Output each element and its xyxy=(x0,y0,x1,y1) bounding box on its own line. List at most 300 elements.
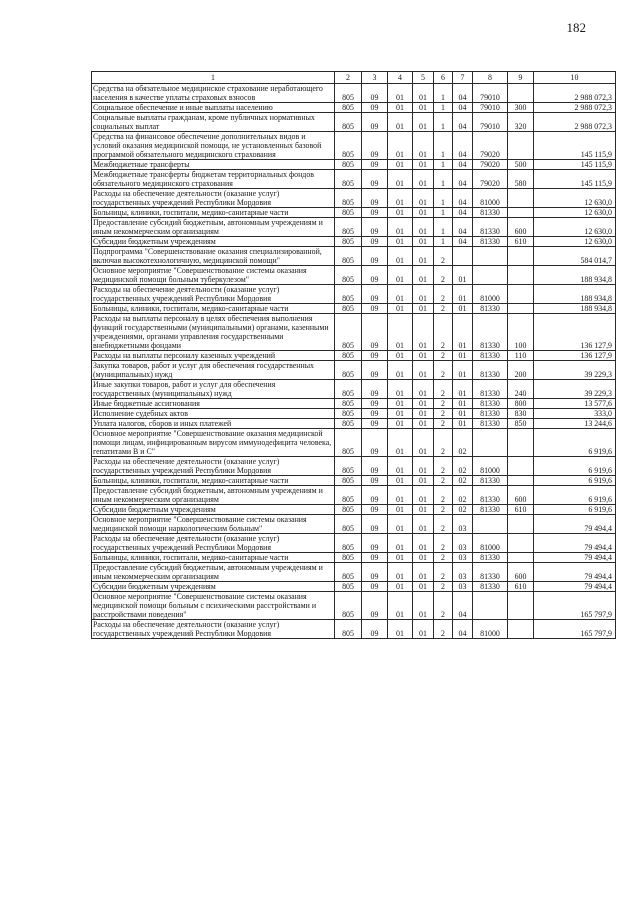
row-name-cell: Расходы на обеспечение деятельности (оказание услуг) государственных учреждений Республики Мордовия xyxy=(92,534,335,553)
program-code-cell: 01 xyxy=(413,208,434,218)
table-row xyxy=(92,515,616,534)
table-row xyxy=(92,218,616,237)
event-code-cell: 01 xyxy=(453,409,473,419)
gov-code-cell: 805 xyxy=(335,419,362,429)
section-code-cell: 09 xyxy=(362,582,388,592)
gov-code-cell: 805 xyxy=(335,409,362,419)
expense-type-code-cell: 830 xyxy=(508,409,534,419)
column-header: 3 xyxy=(362,72,388,84)
table-row xyxy=(92,563,616,582)
table-row xyxy=(92,592,616,620)
table-row xyxy=(92,457,616,476)
subsection-code-cell: 01 xyxy=(388,380,413,399)
table-row xyxy=(92,429,616,457)
amount-cell: 2 988 072,3 xyxy=(534,84,616,103)
table-row xyxy=(92,266,616,285)
gov-code-cell: 805 xyxy=(335,247,362,266)
direction-code-cell xyxy=(473,247,508,266)
row-name-cell: Субсидии бюджетным учреждениям xyxy=(92,582,335,592)
gov-code-cell: 805 xyxy=(335,103,362,113)
event-code-cell: 02 xyxy=(453,505,473,515)
subsection-code-cell: 01 xyxy=(388,84,413,103)
subsection-code-cell: 01 xyxy=(388,553,413,563)
direction-code-cell xyxy=(473,592,508,620)
direction-code-cell: 81330 xyxy=(473,237,508,247)
section-code-cell: 09 xyxy=(362,592,388,620)
subprogram-code-cell: 2 xyxy=(434,476,453,486)
expense-type-code-cell: 320 xyxy=(508,113,534,132)
program-code-cell: 01 xyxy=(413,266,434,285)
section-code-cell: 09 xyxy=(362,247,388,266)
direction-code-cell: 81000 xyxy=(473,457,508,476)
column-header: 7 xyxy=(453,72,473,84)
gov-code-cell: 805 xyxy=(335,304,362,314)
row-name-cell: Основное мероприятие "Совершенствование системы оказания медицинской помощи наркологическим больным" xyxy=(92,515,335,534)
program-code-cell: 01 xyxy=(413,170,434,189)
direction-code-cell: 81330 xyxy=(473,314,508,351)
event-code-cell: 04 xyxy=(453,132,473,160)
subsection-code-cell: 01 xyxy=(388,534,413,553)
subprogram-code-cell: 2 xyxy=(434,553,453,563)
program-code-cell: 01 xyxy=(413,399,434,409)
direction-code-cell: 81330 xyxy=(473,351,508,361)
event-code-cell: 01 xyxy=(453,351,473,361)
expense-type-code-cell xyxy=(508,84,534,103)
event-code-cell: 04 xyxy=(453,208,473,218)
section-code-cell: 09 xyxy=(362,103,388,113)
gov-code-cell: 805 xyxy=(335,285,362,304)
gov-code-cell: 805 xyxy=(335,553,362,563)
section-code-cell: 09 xyxy=(362,237,388,247)
column-header: 8 xyxy=(473,72,508,84)
subprogram-code-cell: 2 xyxy=(434,620,453,639)
expense-type-code-cell: 300 xyxy=(508,103,534,113)
direction-code-cell: 79010 xyxy=(473,84,508,103)
budget-table xyxy=(91,71,616,639)
row-name-cell: Расходы на обеспечение деятельности (оказание услуг) государственных учреждений Республики Мордовия xyxy=(92,285,335,304)
program-code-cell: 01 xyxy=(413,486,434,505)
section-code-cell: 09 xyxy=(362,160,388,170)
subsection-code-cell: 01 xyxy=(388,476,413,486)
section-code-cell: 09 xyxy=(362,534,388,553)
row-name-cell: Основное мероприятие "Совершенствование системы оказания медицинской помощи больным с психическими расстройствами и расстройствами поведения" xyxy=(92,592,335,620)
table-row xyxy=(92,553,616,563)
amount-cell: 165 797,9 xyxy=(534,592,616,620)
event-code-cell: 04 xyxy=(453,592,473,620)
event-code-cell: 04 xyxy=(453,189,473,208)
row-name-cell: Социальное обеспечение и иные выплаты населению xyxy=(92,103,335,113)
table-body xyxy=(92,84,616,639)
amount-cell: 6 919,6 xyxy=(534,457,616,476)
table-row xyxy=(92,351,616,361)
amount-cell: 145 115,9 xyxy=(534,170,616,189)
direction-code-cell xyxy=(473,266,508,285)
event-code-cell: 04 xyxy=(453,237,473,247)
expense-type-code-cell: 100 xyxy=(508,314,534,351)
expense-type-code-cell: 850 xyxy=(508,419,534,429)
gov-code-cell: 805 xyxy=(335,314,362,351)
program-code-cell: 01 xyxy=(413,304,434,314)
gov-code-cell: 805 xyxy=(335,208,362,218)
section-code-cell: 09 xyxy=(362,113,388,132)
gov-code-cell: 805 xyxy=(335,582,362,592)
row-name-cell: Закупка товаров, работ и услуг для обеспечения государственных (муниципальных) нужд xyxy=(92,361,335,380)
subprogram-code-cell: 2 xyxy=(434,534,453,553)
subsection-code-cell: 01 xyxy=(388,237,413,247)
event-code-cell: 03 xyxy=(453,553,473,563)
amount-cell: 6 919,6 xyxy=(534,429,616,457)
expense-type-code-cell: 610 xyxy=(508,582,534,592)
expense-type-code-cell xyxy=(508,189,534,208)
expense-type-code-cell xyxy=(508,553,534,563)
event-code-cell: 03 xyxy=(453,563,473,582)
section-code-cell: 09 xyxy=(362,476,388,486)
expense-type-code-cell xyxy=(508,266,534,285)
direction-code-cell: 81330 xyxy=(473,361,508,380)
subsection-code-cell: 01 xyxy=(388,218,413,237)
amount-cell: 12 630,0 xyxy=(534,218,616,237)
direction-code-cell: 81000 xyxy=(473,534,508,553)
gov-code-cell: 805 xyxy=(335,486,362,505)
event-code-cell: 01 xyxy=(453,419,473,429)
column-header: 5 xyxy=(413,72,434,84)
row-name-cell: Расходы на выплаты персоналу казенных учреждений xyxy=(92,351,335,361)
program-code-cell: 01 xyxy=(413,582,434,592)
gov-code-cell: 805 xyxy=(335,505,362,515)
section-code-cell: 09 xyxy=(362,505,388,515)
header-row xyxy=(92,72,616,84)
table-row xyxy=(92,582,616,592)
column-header: 6 xyxy=(434,72,453,84)
subsection-code-cell: 01 xyxy=(388,505,413,515)
row-name-cell: Исполнение судебных актов xyxy=(92,409,335,419)
program-code-cell: 01 xyxy=(413,132,434,160)
direction-code-cell xyxy=(473,515,508,534)
row-name-cell: Иные бюджетные ассигнования xyxy=(92,399,335,409)
row-name-cell: Подпрограмма "Совершенствование оказания специализированной, включая высокотехнологичную, медицинской помощи" xyxy=(92,247,335,266)
subprogram-code-cell: 1 xyxy=(434,103,453,113)
amount-cell: 12 630,0 xyxy=(534,189,616,208)
section-code-cell: 09 xyxy=(362,218,388,237)
row-name-cell: Больницы, клиники, госпитали, медико-санитарные части xyxy=(92,476,335,486)
row-name-cell: Расходы на выплаты персоналу в целях обеспечения выполнения функций государственными (муниципальными) органами, казенными учреждениями, органами управления государственными внебюджетными фондами xyxy=(92,314,335,351)
expense-type-code-cell: 600 xyxy=(508,486,534,505)
column-header: 1 xyxy=(92,72,335,84)
subprogram-code-cell: 2 xyxy=(434,505,453,515)
direction-code-cell: 81330 xyxy=(473,218,508,237)
subprogram-code-cell: 2 xyxy=(434,399,453,409)
subprogram-code-cell: 2 xyxy=(434,285,453,304)
program-code-cell: 01 xyxy=(413,103,434,113)
subsection-code-cell: 01 xyxy=(388,132,413,160)
subprogram-code-cell: 1 xyxy=(434,160,453,170)
expense-type-code-cell xyxy=(508,476,534,486)
amount-cell: 333,0 xyxy=(534,409,616,419)
direction-code-cell: 79020 xyxy=(473,132,508,160)
direction-code-cell: 81330 xyxy=(473,553,508,563)
page-number: 182 xyxy=(566,20,586,35)
table-row xyxy=(92,237,616,247)
section-code-cell: 09 xyxy=(362,84,388,103)
gov-code-cell: 805 xyxy=(335,113,362,132)
table-row xyxy=(92,132,616,160)
program-code-cell: 01 xyxy=(413,457,434,476)
program-code-cell: 01 xyxy=(413,592,434,620)
section-code-cell: 09 xyxy=(362,361,388,380)
gov-code-cell: 805 xyxy=(335,476,362,486)
gov-code-cell: 805 xyxy=(335,237,362,247)
section-code-cell: 09 xyxy=(362,399,388,409)
subprogram-code-cell: 1 xyxy=(434,84,453,103)
table-row xyxy=(92,505,616,515)
program-code-cell: 01 xyxy=(413,285,434,304)
table-row xyxy=(92,476,616,486)
event-code-cell: 02 xyxy=(453,429,473,457)
subprogram-code-cell: 2 xyxy=(434,592,453,620)
table-row xyxy=(92,620,616,639)
direction-code-cell: 81330 xyxy=(473,409,508,419)
program-code-cell: 01 xyxy=(413,534,434,553)
expense-type-code-cell: 110 xyxy=(508,351,534,361)
table-row xyxy=(92,361,616,380)
subsection-code-cell: 01 xyxy=(388,208,413,218)
column-header: 9 xyxy=(508,72,534,84)
direction-code-cell: 79010 xyxy=(473,103,508,113)
gov-code-cell: 805 xyxy=(335,515,362,534)
subsection-code-cell: 01 xyxy=(388,620,413,639)
row-name-cell: Предоставление субсидий бюджетным, автономным учреждениям и иным некоммерческим организациям xyxy=(92,218,335,237)
row-name-cell: Межбюджетные трансферты бюджетам территориальных фондов обязательного медицинского страхования xyxy=(92,170,335,189)
program-code-cell: 01 xyxy=(413,351,434,361)
subprogram-code-cell: 2 xyxy=(434,409,453,419)
section-code-cell: 09 xyxy=(362,553,388,563)
row-name-cell: Субсидии бюджетным учреждениям xyxy=(92,237,335,247)
amount-cell: 79 494,4 xyxy=(534,563,616,582)
gov-code-cell: 805 xyxy=(335,380,362,399)
program-code-cell: 01 xyxy=(413,429,434,457)
column-header: 2 xyxy=(335,72,362,84)
event-code-cell: 04 xyxy=(453,84,473,103)
direction-code-cell: 81330 xyxy=(473,563,508,582)
section-code-cell: 09 xyxy=(362,429,388,457)
amount-cell: 136 127,9 xyxy=(534,351,616,361)
row-name-cell: Предоставление субсидий бюджетным, автономным учреждениям и иным некоммерческим организациям xyxy=(92,563,335,582)
table-row xyxy=(92,247,616,266)
event-code-cell: 04 xyxy=(453,103,473,113)
expense-type-code-cell xyxy=(508,515,534,534)
subprogram-code-cell: 2 xyxy=(434,429,453,457)
subsection-code-cell: 01 xyxy=(388,486,413,505)
direction-code-cell: 81330 xyxy=(473,505,508,515)
amount-cell: 79 494,4 xyxy=(534,534,616,553)
subprogram-code-cell: 2 xyxy=(434,266,453,285)
direction-code-cell: 81330 xyxy=(473,476,508,486)
program-code-cell: 01 xyxy=(413,553,434,563)
column-header: 4 xyxy=(388,72,413,84)
subprogram-code-cell: 2 xyxy=(434,247,453,266)
event-code-cell: 03 xyxy=(453,534,473,553)
subprogram-code-cell: 2 xyxy=(434,515,453,534)
expense-type-code-cell xyxy=(508,285,534,304)
section-code-cell: 09 xyxy=(362,515,388,534)
table-row xyxy=(92,170,616,189)
amount-cell: 79 494,4 xyxy=(534,582,616,592)
row-name-cell: Межбюджетные трансферты xyxy=(92,160,335,170)
amount-cell: 145 115,9 xyxy=(534,132,616,160)
amount-cell: 584 014,7 xyxy=(534,247,616,266)
subprogram-code-cell: 1 xyxy=(434,218,453,237)
program-code-cell: 01 xyxy=(413,515,434,534)
expense-type-code-cell: 610 xyxy=(508,237,534,247)
subprogram-code-cell: 2 xyxy=(434,380,453,399)
event-code-cell: 01 xyxy=(453,266,473,285)
direction-code-cell: 81000 xyxy=(473,189,508,208)
event-code-cell: 03 xyxy=(453,582,473,592)
expense-type-code-cell xyxy=(508,457,534,476)
section-code-cell: 09 xyxy=(362,457,388,476)
program-code-cell: 01 xyxy=(413,218,434,237)
section-code-cell: 09 xyxy=(362,351,388,361)
row-name-cell: Предоставление субсидий бюджетным, автономным учреждениям и иным некоммерческим организациям xyxy=(92,486,335,505)
expense-type-code-cell: 200 xyxy=(508,361,534,380)
program-code-cell: 01 xyxy=(413,620,434,639)
gov-code-cell: 805 xyxy=(335,620,362,639)
amount-cell: 188 934,8 xyxy=(534,266,616,285)
gov-code-cell: 805 xyxy=(335,132,362,160)
subsection-code-cell: 01 xyxy=(388,429,413,457)
table-row xyxy=(92,103,616,113)
direction-code-cell: 79020 xyxy=(473,160,508,170)
section-code-cell: 09 xyxy=(362,266,388,285)
event-code-cell: 04 xyxy=(453,218,473,237)
table-row xyxy=(92,409,616,419)
event-code-cell: 01 xyxy=(453,399,473,409)
amount-cell: 188 934,8 xyxy=(534,285,616,304)
subprogram-code-cell: 2 xyxy=(434,304,453,314)
direction-code-cell: 81000 xyxy=(473,620,508,639)
row-name-cell: Средства на обязательное медицинское страхование неработающего населения в качестве уплаты страховых взносов xyxy=(92,84,335,103)
amount-cell: 79 494,4 xyxy=(534,553,616,563)
subsection-code-cell: 01 xyxy=(388,247,413,266)
table-row xyxy=(92,314,616,351)
section-code-cell: 09 xyxy=(362,304,388,314)
event-code-cell: 01 xyxy=(453,285,473,304)
subprogram-code-cell: 2 xyxy=(434,457,453,476)
subsection-code-cell: 01 xyxy=(388,592,413,620)
gov-code-cell: 805 xyxy=(335,534,362,553)
amount-cell: 188 934,8 xyxy=(534,304,616,314)
subsection-code-cell: 01 xyxy=(388,170,413,189)
event-code-cell: 02 xyxy=(453,457,473,476)
expense-type-code-cell: 600 xyxy=(508,563,534,582)
direction-code-cell: 81330 xyxy=(473,208,508,218)
amount-cell: 6 919,6 xyxy=(534,486,616,505)
program-code-cell: 01 xyxy=(413,409,434,419)
gov-code-cell: 805 xyxy=(335,592,362,620)
direction-code-cell: 81330 xyxy=(473,304,508,314)
program-code-cell: 01 xyxy=(413,476,434,486)
program-code-cell: 01 xyxy=(413,113,434,132)
event-code-cell: 02 xyxy=(453,486,473,505)
amount-cell: 2 988 072,3 xyxy=(534,113,616,132)
subsection-code-cell: 01 xyxy=(388,160,413,170)
event-code-cell: 01 xyxy=(453,304,473,314)
subprogram-code-cell: 1 xyxy=(434,170,453,189)
amount-cell: 12 630,0 xyxy=(534,237,616,247)
row-name-cell: Больницы, клиники, госпитали, медико-санитарные части xyxy=(92,304,335,314)
event-code-cell: 03 xyxy=(453,515,473,534)
subprogram-code-cell: 1 xyxy=(434,237,453,247)
section-code-cell: 09 xyxy=(362,486,388,505)
subsection-code-cell: 01 xyxy=(388,266,413,285)
table-row xyxy=(92,285,616,304)
subsection-code-cell: 01 xyxy=(388,409,413,419)
subsection-code-cell: 01 xyxy=(388,314,413,351)
program-code-cell: 01 xyxy=(413,361,434,380)
subprogram-code-cell: 2 xyxy=(434,351,453,361)
gov-code-cell: 805 xyxy=(335,351,362,361)
gov-code-cell: 805 xyxy=(335,361,362,380)
section-code-cell: 09 xyxy=(362,409,388,419)
expense-type-code-cell xyxy=(508,247,534,266)
event-code-cell: 04 xyxy=(453,160,473,170)
row-name-cell: Расходы на обеспечение деятельности (оказание услуг) государственных учреждений Республики Мордовия xyxy=(92,189,335,208)
expense-type-code-cell xyxy=(508,429,534,457)
row-name-cell: Больницы, клиники, госпитали, медико-санитарные части xyxy=(92,553,335,563)
section-code-cell: 09 xyxy=(362,132,388,160)
amount-cell: 39 229,3 xyxy=(534,361,616,380)
expense-type-code-cell: 500 xyxy=(508,160,534,170)
amount-cell: 165 797,9 xyxy=(534,620,616,639)
table-row xyxy=(92,399,616,409)
subprogram-code-cell: 1 xyxy=(434,208,453,218)
program-code-cell: 01 xyxy=(413,247,434,266)
row-name-cell: Расходы на обеспечение деятельности (оказание услуг) государственных учреждений Республики Мордовия xyxy=(92,457,335,476)
table-row xyxy=(92,304,616,314)
program-code-cell: 01 xyxy=(413,84,434,103)
subsection-code-cell: 01 xyxy=(388,285,413,304)
direction-code-cell: 79010 xyxy=(473,113,508,132)
event-code-cell: 01 xyxy=(453,314,473,351)
section-code-cell: 09 xyxy=(362,314,388,351)
amount-cell: 6 919,6 xyxy=(534,476,616,486)
direction-code-cell: 81330 xyxy=(473,399,508,409)
subsection-code-cell: 01 xyxy=(388,457,413,476)
gov-code-cell: 805 xyxy=(335,160,362,170)
gov-code-cell: 805 xyxy=(335,218,362,237)
amount-cell: 6 919,6 xyxy=(534,505,616,515)
expense-type-code-cell: 580 xyxy=(508,170,534,189)
subprogram-code-cell: 2 xyxy=(434,419,453,429)
table-row xyxy=(92,419,616,429)
direction-code-cell: 81330 xyxy=(473,380,508,399)
subprogram-code-cell: 1 xyxy=(434,132,453,160)
table-row xyxy=(92,189,616,208)
program-code-cell: 01 xyxy=(413,160,434,170)
expense-type-code-cell: 240 xyxy=(508,380,534,399)
subsection-code-cell: 01 xyxy=(388,419,413,429)
section-code-cell: 09 xyxy=(362,285,388,304)
subsection-code-cell: 01 xyxy=(388,399,413,409)
table-row xyxy=(92,534,616,553)
program-code-cell: 01 xyxy=(413,189,434,208)
expense-type-code-cell xyxy=(508,592,534,620)
expense-type-code-cell xyxy=(508,534,534,553)
amount-cell: 145 115,9 xyxy=(534,160,616,170)
expense-type-code-cell: 610 xyxy=(508,505,534,515)
event-code-cell xyxy=(453,247,473,266)
subsection-code-cell: 01 xyxy=(388,361,413,380)
